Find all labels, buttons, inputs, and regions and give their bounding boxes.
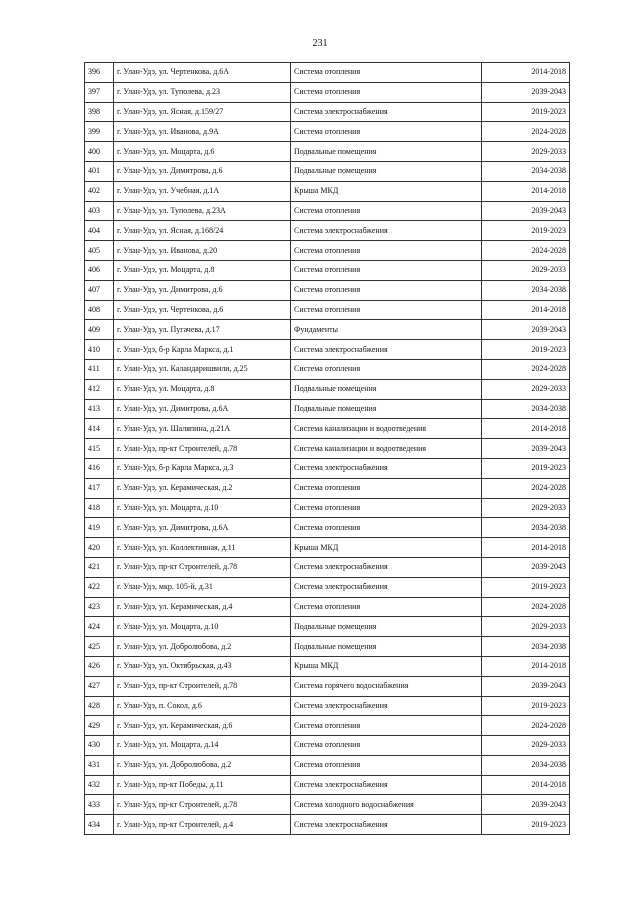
address-cell: г. Улан-Удэ, ул. Иванова, д.20 <box>114 241 291 261</box>
address-cell: г. Улан-Удэ, ул. Димитрова, д.6А <box>114 518 291 538</box>
system-cell: Система электроснабжения <box>291 102 482 122</box>
address-cell: г. Улан-Удэ, ул. Моцарта, д.6 <box>114 142 291 162</box>
address-cell: г. Улан-Удэ, ул. Октябрьская, д.43 <box>114 656 291 676</box>
row-number-cell: 429 <box>85 716 114 736</box>
row-number-cell: 434 <box>85 815 114 835</box>
table-row <box>85 617 570 637</box>
period-cell: 2014-2018 <box>482 181 570 201</box>
table-row <box>85 102 570 122</box>
table-row <box>85 518 570 538</box>
table-row <box>85 755 570 775</box>
table-row <box>85 577 570 597</box>
row-number-cell: 401 <box>85 161 114 181</box>
period-cell: 2014-2018 <box>482 419 570 439</box>
row-number-cell: 424 <box>85 617 114 637</box>
system-cell: Система отопления <box>291 359 482 379</box>
system-cell: Система отопления <box>291 498 482 518</box>
table-row <box>85 478 570 498</box>
address-cell: г. Улан-Удэ, ул. Димитрова, д.6 <box>114 280 291 300</box>
row-number-cell: 417 <box>85 478 114 498</box>
address-cell: г. Улан-Удэ, ул. Моцарта, д.10 <box>114 498 291 518</box>
period-cell: 2034-2038 <box>482 637 570 657</box>
period-cell: 2019-2023 <box>482 221 570 241</box>
table-row <box>85 241 570 261</box>
address-cell: г. Улан-Удэ, пр-кт Строителей, д.78 <box>114 557 291 577</box>
address-cell: г. Улан-Удэ, ул. Чертенкова, д.6А <box>114 63 291 83</box>
row-number-cell: 426 <box>85 656 114 676</box>
period-cell: 2039-2043 <box>482 201 570 221</box>
address-cell: г. Улан-Удэ, ул. Туполева, д.23 <box>114 82 291 102</box>
table-row <box>85 538 570 558</box>
table-row <box>85 340 570 360</box>
system-cell: Система электроснабжения <box>291 815 482 835</box>
address-cell: г. Улан-Удэ, ул. Димитрова, д.6А <box>114 399 291 419</box>
period-cell: 2039-2043 <box>482 557 570 577</box>
row-number-cell: 402 <box>85 181 114 201</box>
system-cell: Система отопления <box>291 260 482 280</box>
address-cell: г. Улан-Удэ, ул. Моцарта, д.10 <box>114 617 291 637</box>
system-cell: Система отопления <box>291 63 482 83</box>
period-cell: 2034-2038 <box>482 518 570 538</box>
row-number-cell: 398 <box>85 102 114 122</box>
table-row <box>85 795 570 815</box>
system-cell: Система отопления <box>291 478 482 498</box>
period-cell: 2019-2023 <box>482 577 570 597</box>
period-cell: 2039-2043 <box>482 82 570 102</box>
table-row <box>85 221 570 241</box>
table-row <box>85 815 570 835</box>
period-cell: 2024-2028 <box>482 716 570 736</box>
table-row <box>85 696 570 716</box>
row-number-cell: 420 <box>85 538 114 558</box>
period-cell: 2039-2043 <box>482 439 570 459</box>
table-body <box>85 63 570 835</box>
period-cell: 2029-2033 <box>482 617 570 637</box>
table-row <box>85 260 570 280</box>
address-cell: г. Улан-Удэ, ул. Учебная, д.1А <box>114 181 291 201</box>
system-cell: Система электроснабжения <box>291 458 482 478</box>
system-cell: Система электроснабжения <box>291 557 482 577</box>
period-cell: 2029-2033 <box>482 498 570 518</box>
system-cell: Система электроснабжения <box>291 221 482 241</box>
system-cell: Крыша МКД <box>291 538 482 558</box>
row-number-cell: 405 <box>85 241 114 261</box>
system-cell: Подвальные помещения <box>291 142 482 162</box>
period-cell: 2014-2018 <box>482 538 570 558</box>
table-row <box>85 181 570 201</box>
table-row <box>85 63 570 83</box>
row-number-cell: 396 <box>85 63 114 83</box>
system-cell: Система канализации и водоотведения <box>291 439 482 459</box>
period-cell: 2014-2018 <box>482 300 570 320</box>
period-cell: 2019-2023 <box>482 102 570 122</box>
period-cell: 2029-2033 <box>482 379 570 399</box>
system-cell: Система отопления <box>291 241 482 261</box>
page-number: 231 <box>312 38 328 49</box>
address-cell: г. Улан-Удэ, ул. Шаляпина, д.21А <box>114 419 291 439</box>
row-number-cell: 430 <box>85 736 114 756</box>
period-cell: 2014-2018 <box>482 63 570 83</box>
address-cell: г. Улан-Удэ, пр-кт Победы, д.11 <box>114 775 291 795</box>
address-cell: г. Улан-Удэ, пр-кт Строителей, д.78 <box>114 795 291 815</box>
row-number-cell: 408 <box>85 300 114 320</box>
system-cell: Крыша МКД <box>291 181 482 201</box>
table-row <box>85 320 570 340</box>
period-cell: 2034-2038 <box>482 755 570 775</box>
row-number-cell: 433 <box>85 795 114 815</box>
row-number-cell: 399 <box>85 122 114 142</box>
address-cell: г. Улан-Удэ, б-р Карла Маркса, д.1 <box>114 340 291 360</box>
row-number-cell: 400 <box>85 142 114 162</box>
system-cell: Система электроснабжения <box>291 696 482 716</box>
period-cell: 2039-2043 <box>482 320 570 340</box>
row-number-cell: 423 <box>85 597 114 617</box>
row-number-cell: 404 <box>85 221 114 241</box>
system-cell: Система электроснабжения <box>291 577 482 597</box>
address-cell: г. Улан-Удэ, ул. Пугачева, д.17 <box>114 320 291 340</box>
table-row <box>85 161 570 181</box>
table-row <box>85 122 570 142</box>
address-cell: г. Улан-Удэ, ул. Добролюбова, д.2 <box>114 637 291 657</box>
system-cell: Система отопления <box>291 280 482 300</box>
system-cell: Система горячего водоснабжения <box>291 676 482 696</box>
table-row <box>85 142 570 162</box>
system-cell: Система отопления <box>291 597 482 617</box>
row-number-cell: 422 <box>85 577 114 597</box>
period-cell: 2029-2033 <box>482 260 570 280</box>
address-cell: г. Улан-Удэ, ул. Моцарта, д.8 <box>114 260 291 280</box>
table-row <box>85 736 570 756</box>
row-number-cell: 419 <box>85 518 114 538</box>
row-number-cell: 397 <box>85 82 114 102</box>
row-number-cell: 411 <box>85 359 114 379</box>
system-cell: Система электроснабжения <box>291 340 482 360</box>
address-cell: г. Улан-Удэ, ул. Чертенкова, д.6 <box>114 300 291 320</box>
address-cell: г. Улан-Удэ, пр-кт Строителей, д.78 <box>114 676 291 696</box>
row-number-cell: 416 <box>85 458 114 478</box>
table-row <box>85 201 570 221</box>
table-row <box>85 280 570 300</box>
period-cell: 2034-2038 <box>482 161 570 181</box>
system-cell: Система отопления <box>291 518 482 538</box>
period-cell: 2014-2018 <box>482 775 570 795</box>
period-cell: 2029-2033 <box>482 736 570 756</box>
table-row <box>85 656 570 676</box>
system-cell: Система электроснабжения <box>291 775 482 795</box>
address-cell: г. Улан-Удэ, ул. Керамическая, д.4 <box>114 597 291 617</box>
repair-schedule-table <box>84 62 570 835</box>
table-row <box>85 300 570 320</box>
row-number-cell: 409 <box>85 320 114 340</box>
system-cell: Система отопления <box>291 122 482 142</box>
address-cell: г. Улан-Удэ, ул. Димитрова, д.6 <box>114 161 291 181</box>
table-row <box>85 419 570 439</box>
period-cell: 2039-2043 <box>482 676 570 696</box>
table-row <box>85 458 570 478</box>
table-row <box>85 716 570 736</box>
row-number-cell: 418 <box>85 498 114 518</box>
table-row <box>85 379 570 399</box>
system-cell: Крыша МКД <box>291 656 482 676</box>
row-number-cell: 431 <box>85 755 114 775</box>
system-cell: Фундаменты <box>291 320 482 340</box>
period-cell: 2039-2043 <box>482 795 570 815</box>
table-row <box>85 775 570 795</box>
period-cell: 2019-2023 <box>482 458 570 478</box>
row-number-cell: 410 <box>85 340 114 360</box>
row-number-cell: 407 <box>85 280 114 300</box>
period-cell: 2024-2028 <box>482 597 570 617</box>
table-row <box>85 637 570 657</box>
address-cell: г. Улан-Удэ, ул. Коллективная, д.11 <box>114 538 291 558</box>
period-cell: 2024-2028 <box>482 359 570 379</box>
address-cell: г. Улан-Удэ, мкр. 105-й, д.31 <box>114 577 291 597</box>
system-cell: Подвальные помещения <box>291 161 482 181</box>
table-row <box>85 597 570 617</box>
table-row <box>85 82 570 102</box>
system-cell: Система отопления <box>291 201 482 221</box>
address-cell: г. Улан-Удэ, ул. Иванова, д.9А <box>114 122 291 142</box>
address-cell: г. Улан-Удэ, пр-кт Строителей, д.78 <box>114 439 291 459</box>
period-cell: 2019-2023 <box>482 696 570 716</box>
system-cell: Система отопления <box>291 716 482 736</box>
address-cell: г. Улан-Удэ, ул. Каландаришвили, д.25 <box>114 359 291 379</box>
period-cell: 2029-2033 <box>482 142 570 162</box>
period-cell: 2019-2023 <box>482 815 570 835</box>
address-cell: г. Улан-Удэ, ул. Ясная, д.159/27 <box>114 102 291 122</box>
system-cell: Система отопления <box>291 736 482 756</box>
address-cell: г. Улан-Удэ, б-р Карла Маркса, д.3 <box>114 458 291 478</box>
table-row <box>85 557 570 577</box>
period-cell: 2024-2028 <box>482 478 570 498</box>
address-cell: г. Улан-Удэ, ул. Моцарта, д.8 <box>114 379 291 399</box>
table-row <box>85 439 570 459</box>
address-cell: г. Улан-Удэ, ул. Ясная, д.168/24 <box>114 221 291 241</box>
row-number-cell: 412 <box>85 379 114 399</box>
row-number-cell: 415 <box>85 439 114 459</box>
system-cell: Подвальные помещения <box>291 379 482 399</box>
row-number-cell: 414 <box>85 419 114 439</box>
row-number-cell: 425 <box>85 637 114 657</box>
period-cell: 2014-2018 <box>482 656 570 676</box>
address-cell: г. Улан-Удэ, ул. Туполева, д.23А <box>114 201 291 221</box>
address-cell: г. Улан-Удэ, ул. Добролюбова, д.2 <box>114 755 291 775</box>
period-cell: 2024-2028 <box>482 122 570 142</box>
row-number-cell: 406 <box>85 260 114 280</box>
period-cell: 2024-2028 <box>482 241 570 261</box>
table-row <box>85 498 570 518</box>
system-cell: Система холодного водоснабжения <box>291 795 482 815</box>
table-row <box>85 399 570 419</box>
period-cell: 2034-2038 <box>482 280 570 300</box>
row-number-cell: 427 <box>85 676 114 696</box>
system-cell: Подвальные помещения <box>291 399 482 419</box>
system-cell: Подвальные помещения <box>291 637 482 657</box>
system-cell: Система канализации и водоотведения <box>291 419 482 439</box>
row-number-cell: 403 <box>85 201 114 221</box>
system-cell: Подвальные помещения <box>291 617 482 637</box>
period-cell: 2034-2038 <box>482 399 570 419</box>
address-cell: г. Улан-Удэ, п. Сокол, д.6 <box>114 696 291 716</box>
address-cell: г. Улан-Удэ, ул. Моцарта, д.14 <box>114 736 291 756</box>
row-number-cell: 432 <box>85 775 114 795</box>
system-cell: Система отопления <box>291 300 482 320</box>
address-cell: г. Улан-Удэ, пр-кт Строителей, д.4 <box>114 815 291 835</box>
row-number-cell: 428 <box>85 696 114 716</box>
row-number-cell: 421 <box>85 557 114 577</box>
period-cell: 2019-2023 <box>482 340 570 360</box>
address-cell: г. Улан-Удэ, ул. Керамическая, д.6 <box>114 716 291 736</box>
table-row <box>85 676 570 696</box>
system-cell: Система отопления <box>291 755 482 775</box>
system-cell: Система отопления <box>291 82 482 102</box>
row-number-cell: 413 <box>85 399 114 419</box>
address-cell: г. Улан-Удэ, ул. Керамическая, д.2 <box>114 478 291 498</box>
table-row <box>85 359 570 379</box>
